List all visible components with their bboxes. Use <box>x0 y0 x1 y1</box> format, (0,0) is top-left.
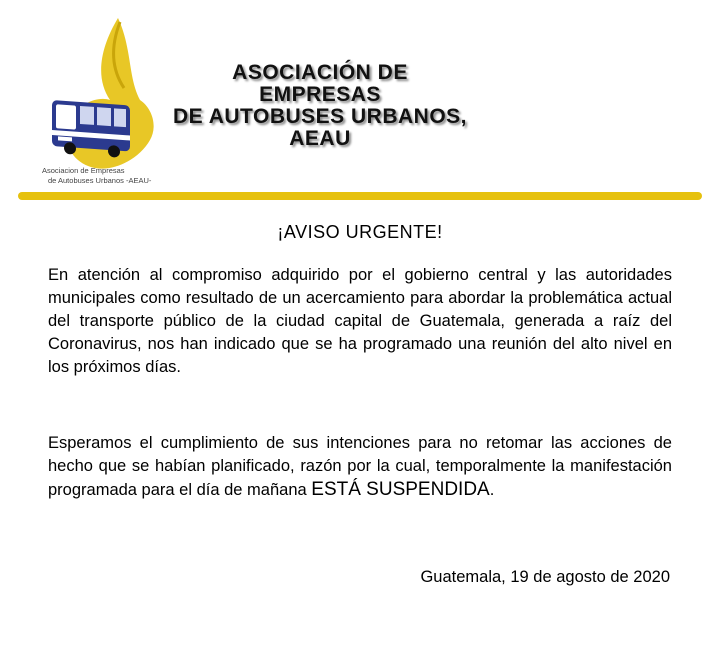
org-title-line1: ASOCIACIÓN DE EMPRESAS <box>232 61 408 106</box>
org-title-line3: AEAU <box>289 127 351 150</box>
logo-caption-line2: de Autobuses Urbanos -AEAU- <box>48 176 152 185</box>
aeau-logo <box>40 8 180 188</box>
notice-paragraph-2-text: Esperamos el cumplimiento de sus intenciones para no retomar las acciones de hecho que se habían planificado, razón por la cual, temporalmente la manifestación programada para el día de mañana <box>48 434 672 499</box>
notice-title: ¡AVISO URGENTE! <box>277 222 443 242</box>
paragraph-period: . <box>489 481 495 499</box>
logo-caption-line1: Asociacion de Empresas <box>42 166 125 175</box>
org-title-line2: DE AUTOBUSES URBANOS, <box>172 105 468 128</box>
suspended-emphasis: ESTÁ SUSPENDIDA <box>311 479 490 500</box>
logo-caption <box>42 166 182 186</box>
signoff-date: Guatemala, 19 de agosto de 2020 <box>420 568 670 586</box>
notice-paragraph-2 <box>48 432 672 502</box>
header-divider <box>18 192 702 200</box>
organization-title <box>170 62 470 150</box>
notice-paragraph-1: En atención al compromiso adquirido por el gobierno central y las autoridades municipales como resultado de un acercamiento para abordar la problemática actual del transporte público de la ciudad capital de Guatemala, generada a raíz del Coronavirus, nos han indicado que se ha programado una reunión del alto nivel en los próximos días. <box>48 266 672 376</box>
bus-logo-icon <box>40 8 180 188</box>
